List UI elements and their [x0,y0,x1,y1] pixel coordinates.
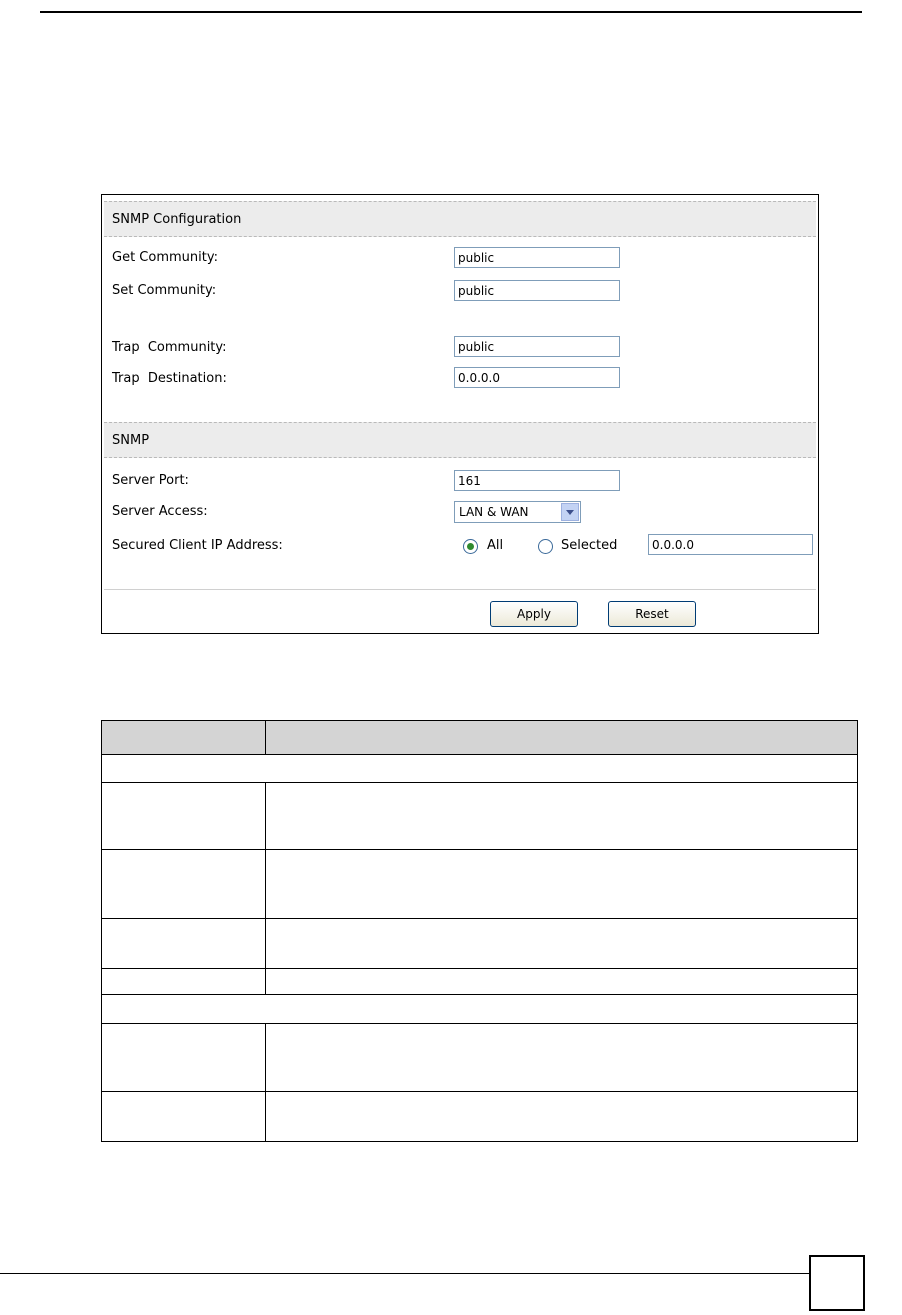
table-cell [102,1092,266,1142]
radio-selected[interactable] [538,539,553,554]
field-description-table [101,720,858,1142]
table-cell [266,919,858,969]
table-cell [102,783,266,850]
table-cell [102,919,266,969]
server-port-label: Server Port: [112,473,189,488]
table-cell [102,755,858,783]
server-port-field[interactable] [454,470,620,491]
table-row [102,783,858,850]
table-row [102,850,858,919]
apply-button[interactable]: Apply [490,601,578,627]
trap-community-field[interactable] [454,336,620,357]
secured-client-ip-label: Secured Client IP Address: [112,538,283,553]
table-cell [102,850,266,919]
get-community-field[interactable] [454,247,620,268]
radio-selected-label: Selected [561,538,618,553]
snmp-heading: SNMP [104,422,816,458]
server-access-select[interactable] [454,501,581,523]
table-header-cell [266,721,858,755]
table-cell [266,1024,858,1092]
table-cell [102,995,858,1024]
table-row [102,969,858,995]
table-row [102,1092,858,1142]
table-cell [266,969,858,995]
set-community-label: Set Community: [112,283,217,298]
table-header-row [102,721,858,755]
footer-rule [0,1273,809,1274]
radio-all[interactable] [463,539,478,554]
table-row [102,919,858,969]
table-group-row [102,995,858,1024]
secured-client-ip-field[interactable] [648,534,813,555]
table-header-cell [102,721,266,755]
server-access-value: LAN & WAN [459,505,529,519]
snmp-configuration-heading: SNMP Configuration [104,201,816,237]
snmp-screenshot-panel [101,194,819,634]
reset-button[interactable]: Reset [608,601,696,627]
table-cell [266,850,858,919]
get-community-label: Get Community: [112,250,218,265]
server-access-label: Server Access: [112,504,208,519]
table-cell [266,783,858,850]
page-number-box [809,1255,865,1311]
trap-destination-field[interactable] [454,367,620,388]
table-cell [102,969,266,995]
table-group-row [102,755,858,783]
set-community-field[interactable] [454,280,620,301]
table-cell [102,1024,266,1092]
trap-community-label: Trap Community: [112,340,227,355]
header-rule [40,11,862,13]
table-row [102,1024,858,1092]
table-cell [266,1092,858,1142]
button-bar-divider [104,589,816,590]
trap-destination-label: Trap Destination: [112,371,227,386]
radio-all-label: All [487,538,504,553]
chevron-down-icon[interactable] [561,503,579,521]
